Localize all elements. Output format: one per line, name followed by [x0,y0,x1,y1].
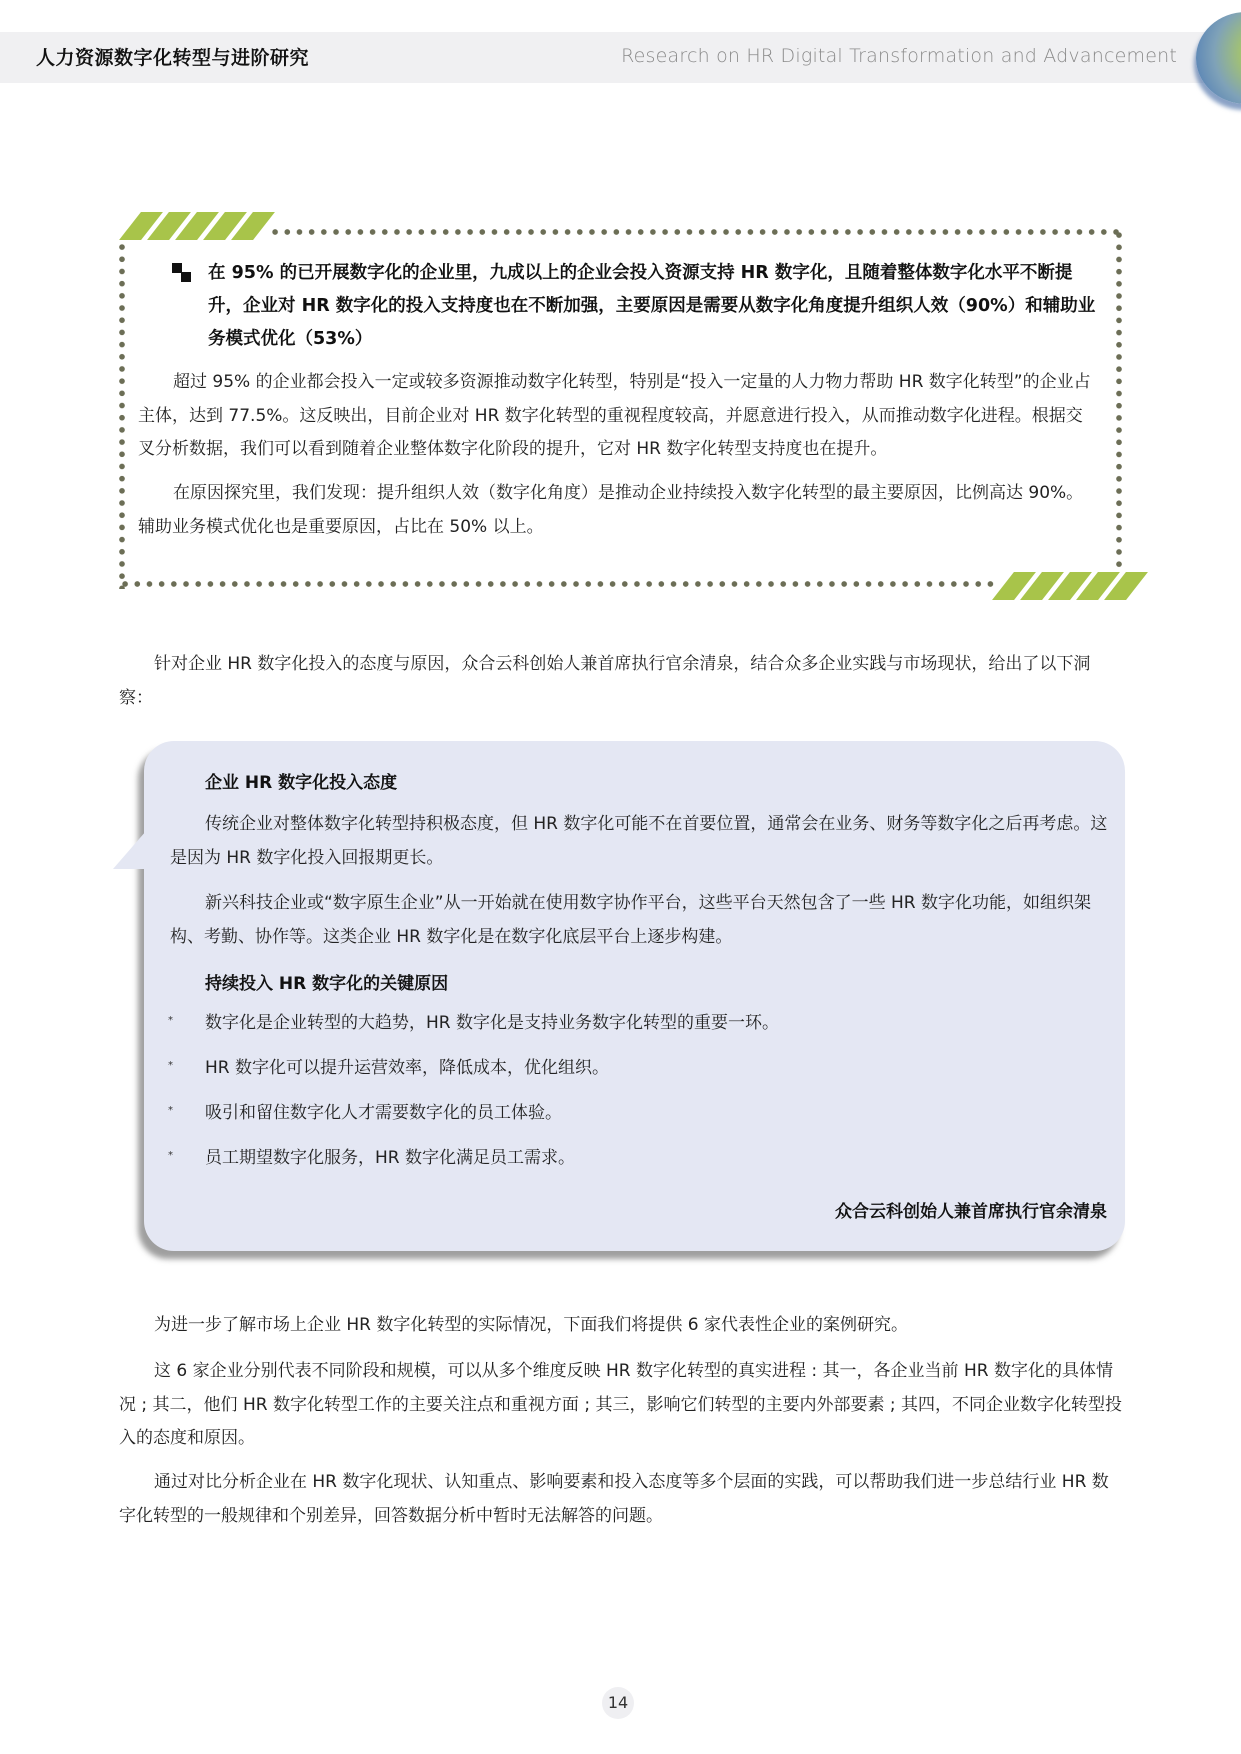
list-item: * 吸引和留住数字化人才需要数字化的员工体验。 [168,1101,1108,1146]
summary-paragraph: 在原因探究里，我们发现：提升组织人效（数字化角度）是推动企业持续投入数字化转型的最主要原因，比例高达 90%。辅助业务模式优化也是重要原因，占比在 50% 以上。 [138,483,1084,537]
square-bullet-icon [172,263,192,283]
list-item: * 数字化是企业转型的大趋势，HR 数字化是支持业务数字化转型的重要一环。 [168,1011,1108,1056]
speech-tail-icon [113,823,153,869]
quote-paragraph: 新兴科技企业或“数字原生企业”从一开始就在使用数字协作平台，这些平台天然包含了一些 HR 数字化功能，如组织架构、考勤、协作等。这类企业 HR 数字化是在数字化底层平台上逐步构建。 [170,893,1092,947]
quote-heading-attitude: 企业 HR 数字化投入态度 [205,773,398,793]
body-paragraph: 为进一步了解市场上企业 HR 数字化转型的实际情况，下面我们将提供 6 家代表性企业的案例研究。 [154,1315,909,1335]
quote-paragraph: 传统企业对整体数字化转型持积极态度，但 HR 数字化可能不在首要位置，通常会在业务、财务等数字化之后再考虑。这是因为 HR 数字化投入回报期更长。 [170,814,1108,868]
dotted-border-bottom [119,581,999,587]
body-paragraph: 这 6 家企业分别代表不同阶段和规模，可以从多个维度反映 HR 数字化转型的真实进程 : 其一，各企业当前 HR 数字化的具体情况 ; 其二，他们 HR 数字化转型工作的主要关注点和重视方面 ; 其三，影响它们转型的主要内外部要素 ; 其四，不同企业数字化转型投入的态度和原因。 [119,1361,1123,1448]
decorative-orb-icon [1196,12,1241,104]
stripes-decoration-icon [130,212,278,240]
dotted-border-top [269,229,1122,235]
document-title-cn: 人力资源数字化转型与进阶研究 [36,47,310,69]
body-paragraph: 通过对比分析企业在 HR 数字化现状、认知重点、影响要素和投入态度等多个层面的实践，可以帮助我们进一步总结行业 HR 数字化转型的一般规律和个别差异，回答数据分析中暂时无法解答的问题。 [119,1472,1109,1526]
asterisk-bullet-icon: * [168,1105,173,1116]
document-title-en: Research on HR Digital Transformation and Advancement [621,45,1177,67]
asterisk-bullet-icon: * [168,1060,173,1071]
summary-paragraph: 超过 95% 的企业都会投入一定或较多资源推动数字化转型，特别是“投入一定量的人力物力帮助 HR 数字化转型”的企业占主体，达到 77.5%。这反映出，目前企业对 HR 数字化转型的重视程度较高，并愿意进行投入，从而推动数字化进程。根据交叉分析数据，我们可以看到随着企业整体数字化阶段的提升，它对 HR 数字化转型支持度也在提升。 [138,372,1091,459]
list-item: * HR 数字化可以提升运营效率，降低成本，优化组织。 [168,1056,1108,1101]
asterisk-bullet-icon: * [168,1015,173,1026]
intro-paragraph: 针对企业 HR 数字化投入的态度与原因，众合云科创始人兼首席执行官余清泉，结合众多企业实践与市场现状，给出了以下洞察： [119,654,1091,708]
list-item: * 员工期望数字化服务，HR 数字化满足员工需求。 [168,1146,1108,1191]
summary-headline: 在 95% 的已开展数字化的企业里，九成以上的企业会投入资源支持 HR 数字化，且随着整体数字化水平不断提升，企业对 HR 数字化的投入支持度也在不断加强，主要原因是需要从数字化角度提升组织人效（90%）和辅助业务模式优化（53%） [208,263,1096,349]
quote-heading-reasons: 持续投入 HR 数字化的关键原因 [205,974,449,994]
quote-signature: 众合云科创始人兼首席执行官余清泉 [835,1202,1107,1222]
asterisk-bullet-icon: * [168,1150,173,1161]
dotted-border-left [119,241,125,589]
reasons-list [168,1011,1108,1191]
stripes-decoration-icon [1003,572,1151,600]
dotted-border-right [1116,229,1122,569]
page-number: 14 [602,1687,634,1719]
